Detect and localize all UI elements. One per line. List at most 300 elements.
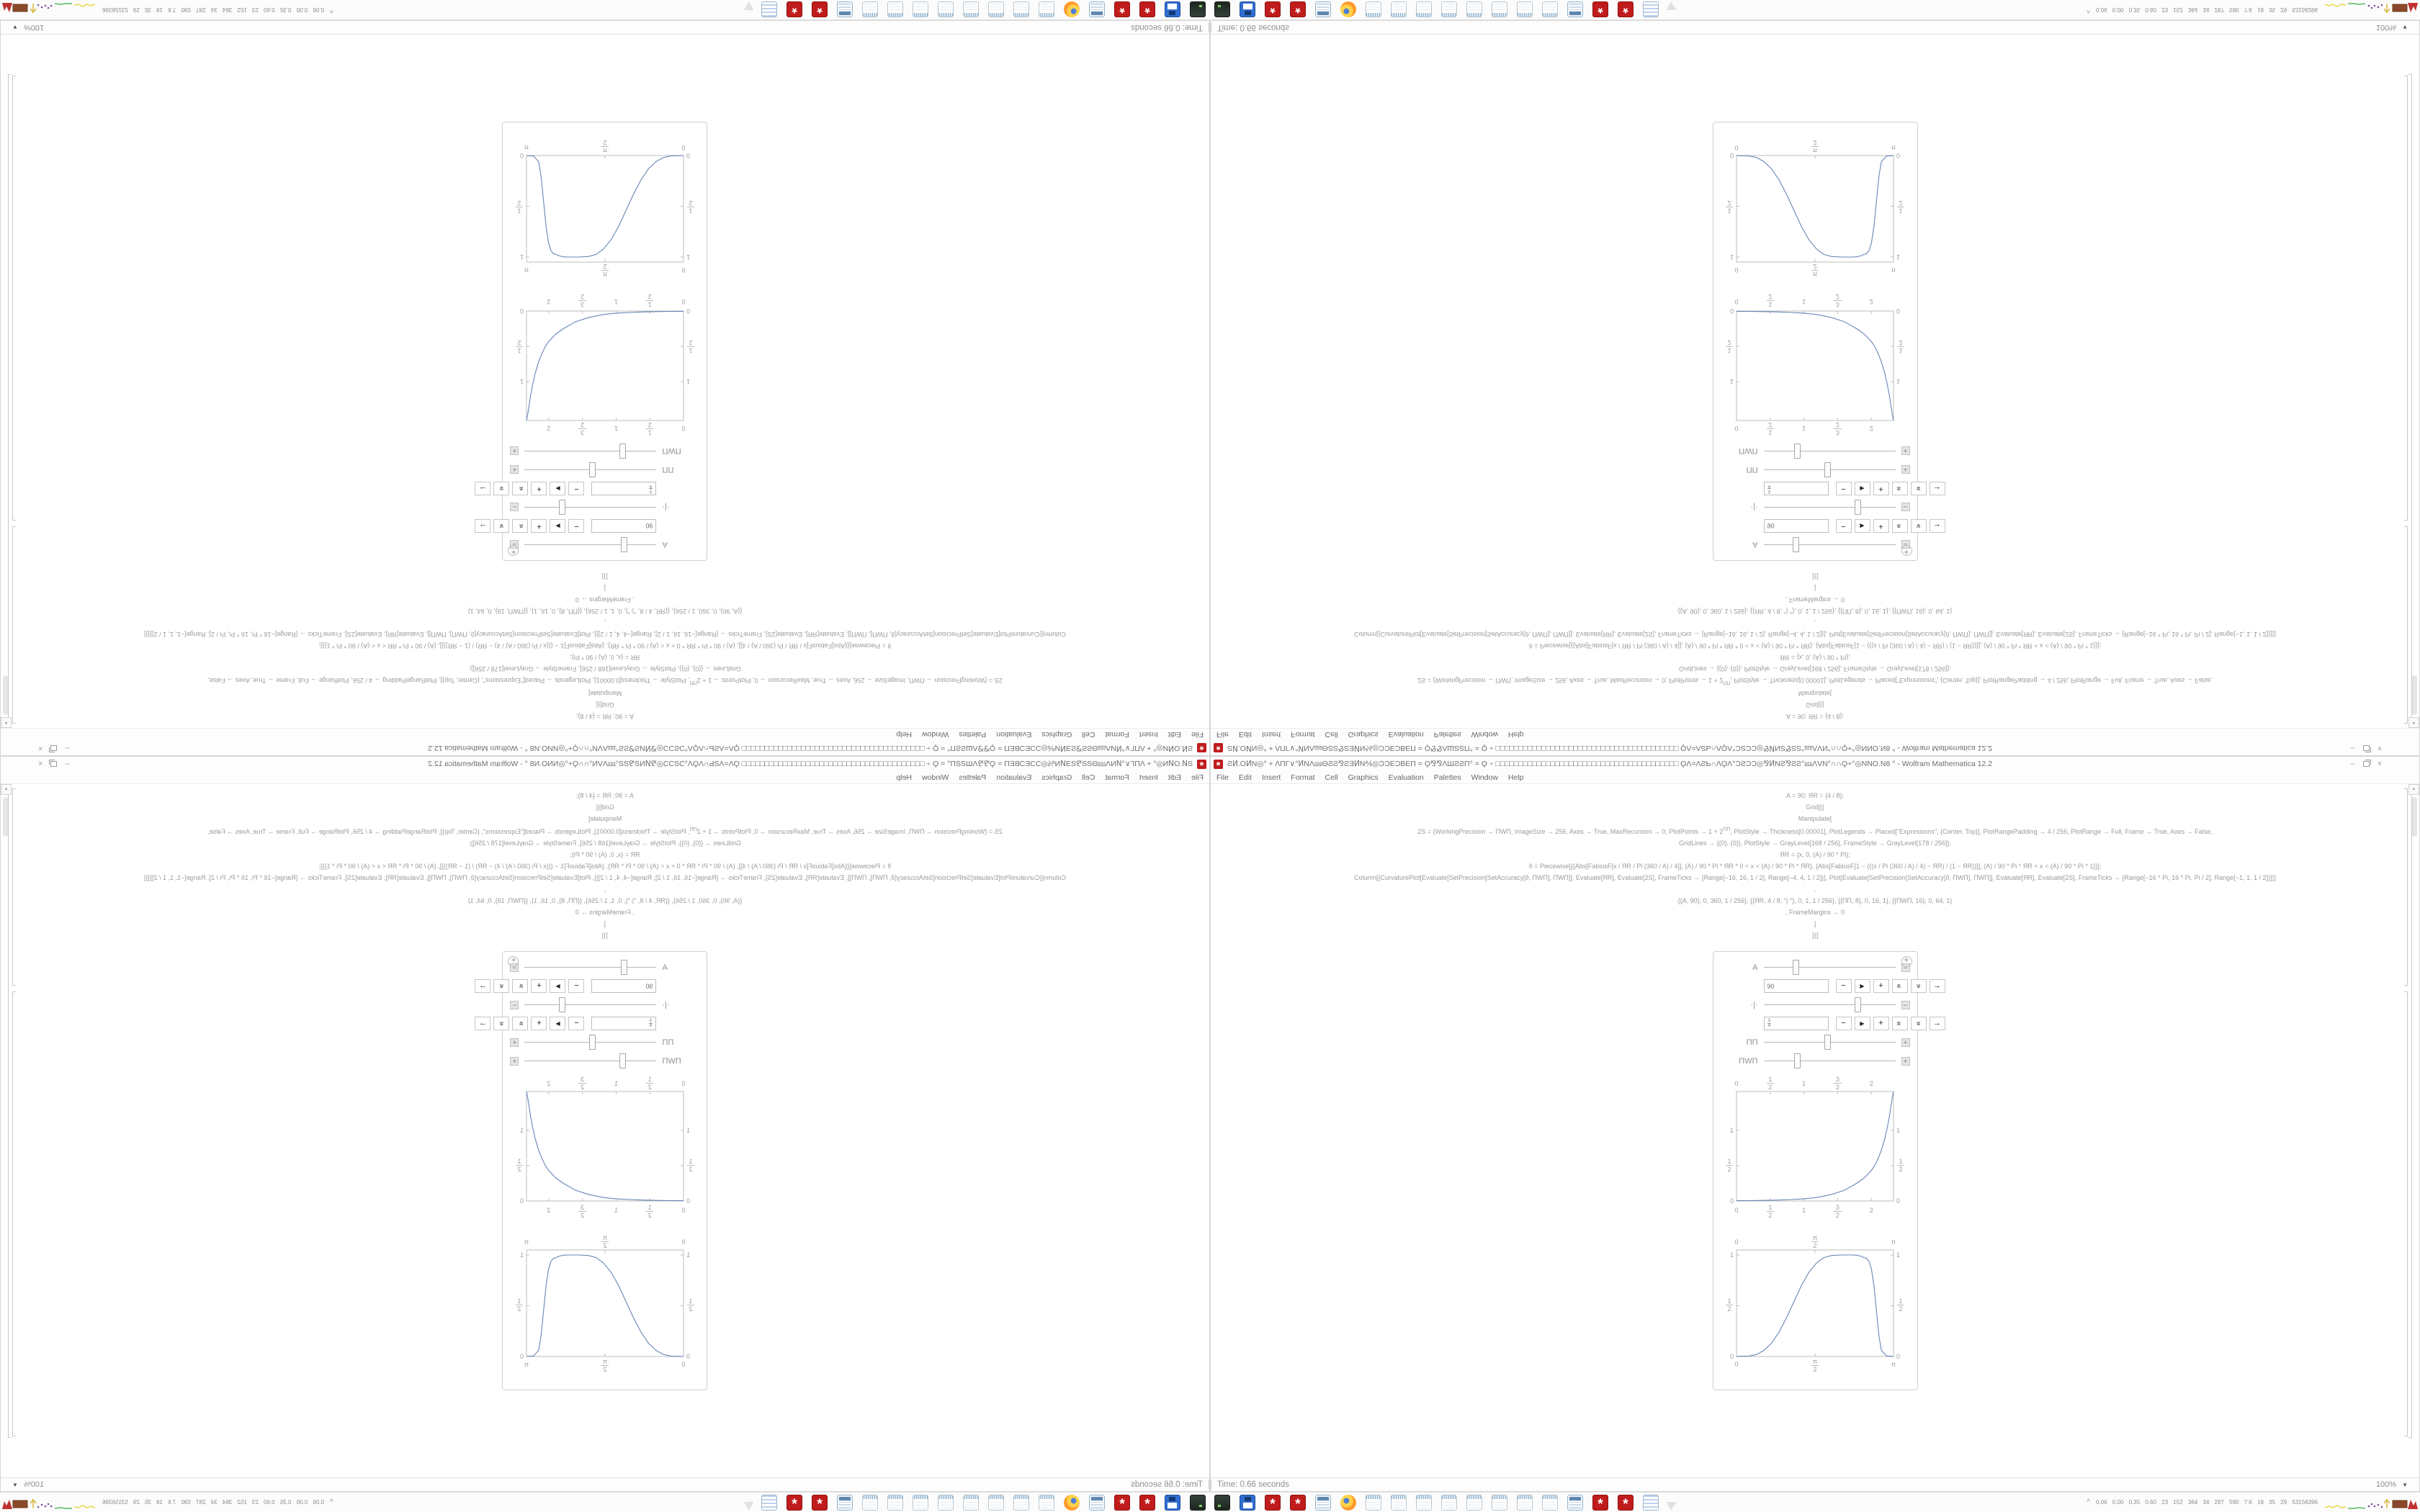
menu-graphics[interactable]: Graphics: [1041, 730, 1072, 739]
menu-insert[interactable]: Insert: [1262, 730, 1281, 739]
menu-window[interactable]: Window: [921, 773, 949, 782]
direction-button[interactable]: →: [475, 979, 491, 993]
striped-document-icon[interactable]: [1643, 1495, 1659, 1511]
firefox-icon[interactable]: [1064, 2, 1080, 18]
terminal-icon[interactable]: [1214, 2, 1230, 18]
calculator-icon[interactable]: [1567, 2, 1583, 18]
slider-thumb[interactable]: [1855, 500, 1861, 516]
striped-document-icon[interactable]: [1643, 2, 1659, 18]
slider-expand-toggle[interactable]: +: [511, 1057, 519, 1066]
vertical-scrollbar-thumb[interactable]: [3, 675, 8, 715]
play-button[interactable]: ▶: [1855, 979, 1870, 993]
menu-palettes[interactable]: Palettes: [1433, 773, 1461, 782]
mathematica-icon[interactable]: *: [812, 1495, 828, 1511]
menu-edit[interactable]: Edit: [1238, 773, 1252, 782]
mathematica-icon[interactable]: *: [786, 1495, 802, 1511]
magnification-dropdown-icon[interactable]: ▼: [2402, 1481, 2408, 1488]
floppy-save-icon[interactable]: [1165, 1495, 1180, 1511]
slower-button[interactable]: »: [494, 1017, 510, 1030]
hidden-icons-chevron[interactable]: ^: [2087, 1498, 2090, 1506]
svg-text:3: 3: [581, 301, 585, 308]
notepad-icon[interactable]: [1366, 1495, 1381, 1511]
notepad-icon[interactable]: [988, 1495, 1004, 1511]
play-button[interactable]: ▶: [550, 979, 566, 993]
svg-text:3: 3: [1835, 301, 1839, 308]
slider-pp[interactable]: [525, 462, 657, 478]
slider-pp[interactable]: [1764, 462, 1896, 478]
notepad-icon[interactable]: [862, 2, 878, 18]
slider-value-field[interactable]: [1764, 482, 1829, 495]
slider-track: [525, 967, 657, 968]
menu-graphics[interactable]: Graphics: [1348, 773, 1379, 782]
code-cell[interactable]: [1, 784, 1209, 940]
notepad-icon[interactable]: [938, 2, 954, 18]
faster-button[interactable]: »: [1892, 979, 1908, 993]
menu-file[interactable]: File: [1191, 773, 1204, 782]
striped-document-icon[interactable]: [761, 2, 777, 18]
notepad-icon[interactable]: [887, 2, 903, 18]
direction-button[interactable]: →: [1930, 979, 1945, 993]
slider-theta[interactable]: [1764, 537, 1896, 553]
cell-bracket[interactable]: [2404, 526, 2408, 724]
code-line: Column[{CurvaturePlot[Evaluate[SetPrecision[SetAccuracy[ϑ, ПWП], ПWП]], Evaluate[ЯR], Evaluate[2S], FrameTicks → {Range[−16, 16, 1 / 2], Range[−4, 4, 1 / 2]}], Plot[Evaluate[SetPrecision[SetAccuracy[ϑ, ПWП], ПWП]], Evaluate[ЯR], Evaluate[2S], FrameTicks → {Range[−16 * Pi, 16 * Pi, Pi / 2], Range[−1, 1, 1 / 2]}]}]: [144, 631, 1066, 638]
step-up-button[interactable]: +: [532, 482, 547, 495]
svg-text:1: 1: [1899, 1158, 1903, 1165]
mathematica-icon[interactable]: *: [1265, 2, 1281, 18]
title-bar[interactable]: [1211, 741, 2419, 755]
firefox-icon[interactable]: [1064, 1495, 1080, 1511]
slider-thumb[interactable]: [1793, 538, 1799, 553]
manipulate-options-icon[interactable]: +: [508, 956, 519, 967]
slower-button[interactable]: »: [1911, 1017, 1927, 1030]
slider-thumb[interactable]: [621, 538, 627, 553]
notepad-icon[interactable]: [1517, 2, 1533, 18]
direction-button[interactable]: →: [475, 519, 491, 533]
notepad-icon[interactable]: [963, 2, 979, 18]
play-button[interactable]: ▶: [1855, 1017, 1870, 1030]
play-button[interactable]: ▶: [550, 482, 566, 495]
code-line: Grid[{{: [596, 804, 614, 811]
mathematica-icon[interactable]: *: [1265, 1495, 1281, 1511]
slider-collapse-toggle[interactable]: −: [1901, 541, 1910, 549]
slider-wp[interactable]: [525, 1053, 657, 1069]
terminal-icon[interactable]: [1190, 2, 1206, 18]
menu-help[interactable]: Help: [1508, 773, 1524, 782]
mathematica-icon[interactable]: *: [1618, 2, 1634, 18]
svg-text:0: 0: [519, 307, 524, 315]
title-bar[interactable]: [1, 741, 1209, 755]
svg-text:2: 2: [1899, 1305, 1903, 1313]
hidden-icons-chevron[interactable]: ^: [330, 1498, 333, 1506]
notepad-icon[interactable]: [1517, 1495, 1533, 1511]
svg-text:2: 2: [1768, 1084, 1773, 1091]
vertical-scrollbar-thumb[interactable]: [2412, 675, 2417, 715]
mathematica-icon[interactable]: *: [812, 2, 828, 18]
magnification-dropdown-icon[interactable]: ▼: [2402, 24, 2408, 31]
step-up-button[interactable]: +: [532, 979, 547, 993]
slider-value-field[interactable]: [1764, 1017, 1829, 1030]
step-up-button[interactable]: +: [1873, 482, 1889, 495]
cell-bracket[interactable]: [12, 788, 16, 986]
play-button[interactable]: ▶: [1855, 482, 1870, 495]
menu-window[interactable]: Window: [1471, 773, 1499, 782]
slider-expand-toggle[interactable]: +: [1901, 1057, 1910, 1066]
notepad-icon[interactable]: [1441, 2, 1457, 18]
slider-thumb[interactable]: [559, 500, 565, 516]
notepad-icon[interactable]: [1542, 1495, 1558, 1511]
menu-format[interactable]: Format: [1291, 730, 1315, 739]
slider-theta[interactable]: [525, 960, 657, 976]
mathematica-icon[interactable]: *: [1114, 1495, 1130, 1511]
notepad-icon[interactable]: [1366, 2, 1381, 18]
ghost-arrow-icon[interactable]: [1666, 2, 1678, 15]
mathematica-icon[interactable]: *: [1618, 1495, 1634, 1511]
menu-format[interactable]: Format: [1105, 730, 1129, 739]
minimize-button[interactable]: –: [65, 744, 70, 753]
menu-format[interactable]: Format: [1291, 773, 1315, 782]
slider-thumb[interactable]: [559, 997, 565, 1012]
slider-wp[interactable]: [1764, 1053, 1896, 1069]
vertical-scrollbar-thumb[interactable]: [2412, 797, 2417, 837]
direction-button[interactable]: →: [1930, 519, 1945, 533]
svg-text:2: 2: [547, 1080, 551, 1087]
calculator-icon[interactable]: [1089, 2, 1105, 18]
menu-help[interactable]: Help: [896, 730, 912, 739]
direction-button[interactable]: →: [1930, 1017, 1945, 1030]
faster-button[interactable]: »: [513, 1017, 529, 1030]
terminal-icon[interactable]: [1214, 1495, 1230, 1511]
notepad-icon[interactable]: [938, 1495, 954, 1511]
step-down-button[interactable]: −: [569, 482, 585, 495]
code-line: , FrameMargins → 0: [575, 596, 635, 603]
notepad-icon[interactable]: [913, 1495, 928, 1511]
menu-palettes[interactable]: Palettes: [959, 773, 987, 782]
step-down-button[interactable]: −: [569, 979, 585, 993]
menu-cell[interactable]: Cell: [1082, 730, 1095, 739]
ghost-arrow-icon[interactable]: [741, 2, 753, 15]
notepad-icon[interactable]: [1391, 1495, 1407, 1511]
slider-expand-toggle[interactable]: +: [1901, 1038, 1910, 1047]
direction-button[interactable]: →: [475, 482, 491, 495]
slider-r[interactable]: [1764, 500, 1896, 516]
notepad-icon[interactable]: [1039, 1495, 1054, 1511]
step-up-button[interactable]: +: [1873, 519, 1889, 533]
faster-button[interactable]: »: [513, 979, 529, 993]
cell-bracket[interactable]: [2404, 76, 2408, 521]
slider-collapse-toggle[interactable]: −: [511, 963, 519, 972]
magnification-dropdown-icon[interactable]: ▼: [12, 1481, 18, 1488]
cell-group-bracket[interactable]: [8, 787, 12, 1438]
slider-thumb[interactable]: [1793, 960, 1799, 975]
notepad-icon[interactable]: [988, 2, 1004, 18]
close-button[interactable]: ×: [38, 759, 43, 768]
play-button[interactable]: ▶: [1855, 519, 1870, 533]
slider-expand-toggle[interactable]: +: [511, 466, 519, 474]
step-down-button[interactable]: −: [1836, 519, 1852, 533]
menu-format[interactable]: Format: [1105, 773, 1129, 782]
magnification-value[interactable]: 100%: [2375, 23, 2397, 32]
slower-button[interactable]: »: [1911, 519, 1927, 533]
code-cell[interactable]: [1, 572, 1209, 728]
title-bar[interactable]: [1211, 757, 2419, 771]
cell-bracket[interactable]: [2404, 788, 2408, 986]
menu-evaluation[interactable]: Evaluation: [1388, 730, 1424, 739]
step-up-button[interactable]: +: [1873, 979, 1889, 993]
magnification-value[interactable]: 100%: [2375, 1480, 2397, 1489]
notepad-icon[interactable]: [1013, 2, 1029, 18]
slider-value-field[interactable]: 90: [592, 979, 657, 993]
terminal-icon[interactable]: [1190, 1495, 1206, 1511]
slider-collapse-toggle[interactable]: −: [1901, 503, 1910, 512]
slider-thumb[interactable]: [589, 463, 596, 478]
step-down-button[interactable]: −: [569, 1017, 585, 1030]
restore-button[interactable]: [50, 761, 57, 767]
slider-collapse-toggle[interactable]: −: [511, 541, 519, 549]
mathematica-icon[interactable]: *: [1114, 2, 1130, 18]
step-down-button[interactable]: −: [1836, 1017, 1852, 1030]
scroll-up-button[interactable]: ▴: [2408, 784, 2419, 795]
code-line: 2S = {WorkingPrecision → ПWП, ImageSize → 256, Axes → True, MaxRecursion → 0, PlotPoints → $1 + 2^{ПП}$, PlotStyle → Thickness[0.00001], PlotLegends → Placed["Expressions", {Center, Top}], PlotRangePadding → 4 / 256, PlotRange → Full, Frame → True, Axes → False,: [1417, 827, 2213, 835]
fraction-value: 3 4: [649, 484, 653, 494]
direction-button[interactable]: →: [475, 1017, 491, 1030]
mathematica-icon[interactable]: *: [1592, 2, 1608, 18]
step-up-button[interactable]: +: [532, 519, 547, 533]
slider-pp[interactable]: [1764, 1035, 1896, 1050]
slider-expand-toggle[interactable]: +: [511, 447, 519, 456]
notepad-icon[interactable]: [1391, 2, 1407, 18]
menu-edit[interactable]: Edit: [1238, 730, 1252, 739]
notepad-icon[interactable]: [1466, 1495, 1482, 1511]
code-cell[interactable]: [1211, 572, 2419, 728]
slider-theta[interactable]: [1764, 960, 1896, 976]
step-up-button[interactable]: +: [1873, 1017, 1889, 1030]
firefox-icon[interactable]: [1340, 1495, 1356, 1511]
slider-collapse-toggle[interactable]: −: [1901, 1001, 1910, 1009]
slider-value-field[interactable]: 90: [1764, 979, 1829, 993]
slider-thumb[interactable]: [1855, 997, 1861, 1012]
floppy-save-icon[interactable]: [1165, 2, 1180, 18]
vertical-scrollbar-thumb[interactable]: [3, 797, 8, 837]
slower-button[interactable]: »: [494, 519, 510, 533]
slider-thumb[interactable]: [621, 960, 627, 975]
magnification-value[interactable]: 100%: [23, 1480, 45, 1489]
slider-value-field[interactable]: 90: [592, 519, 657, 533]
slower-button[interactable]: »: [494, 979, 510, 993]
calculator-icon[interactable]: [837, 2, 853, 18]
calculator-icon[interactable]: [1315, 2, 1331, 18]
notepad-icon[interactable]: [1492, 1495, 1507, 1511]
mathematica-icon[interactable]: *: [1592, 1495, 1608, 1511]
faster-button[interactable]: »: [1892, 519, 1908, 533]
firefox-icon[interactable]: [1340, 2, 1356, 18]
menu-palettes[interactable]: Palettes: [959, 730, 987, 739]
direction-button[interactable]: →: [1930, 482, 1945, 495]
floppy-save-icon[interactable]: [1240, 1495, 1255, 1511]
menu-window[interactable]: Window: [1471, 730, 1499, 739]
calculator-icon[interactable]: [1089, 1495, 1105, 1511]
restore-button[interactable]: [50, 745, 57, 751]
cell-bracket[interactable]: [12, 526, 16, 724]
mathematica-icon[interactable]: *: [1139, 1495, 1155, 1511]
slider-collapse-toggle[interactable]: −: [1901, 963, 1910, 972]
mathematica-window: [0, 756, 1210, 1492]
notepad-icon[interactable]: [963, 1495, 979, 1511]
menu-evaluation[interactable]: Evaluation: [996, 773, 1032, 782]
code-line: {{A, 90}, 0, 360, 1 / 256}, {{ЯR, 4 / 8, "|·"}, 0, 1, 1 / 256}, {{ПП, 8}, 0, 16, 1}, {{ПWП, 16}, 0, 64, 1}: [1677, 608, 1953, 615]
cell-group-bracket[interactable]: [2408, 74, 2412, 725]
slider-thumb[interactable]: [589, 1035, 596, 1050]
slider-r[interactable]: [525, 500, 657, 516]
calculator-icon[interactable]: [1567, 1495, 1583, 1511]
slider-thumb[interactable]: [1824, 463, 1831, 478]
slider-wp[interactable]: [525, 444, 657, 459]
faster-button[interactable]: »: [1892, 482, 1908, 495]
step-down-button[interactable]: −: [1836, 979, 1852, 993]
slider-track: [525, 507, 657, 508]
menu-file[interactable]: File: [1216, 773, 1229, 782]
slider-expand-toggle[interactable]: +: [511, 1038, 519, 1047]
close-button[interactable]: ×: [2377, 759, 2382, 768]
notebook-area: [1211, 34, 2419, 728]
menu-evaluation[interactable]: Evaluation: [996, 730, 1032, 739]
slower-button[interactable]: »: [494, 482, 510, 495]
slider-expand-toggle[interactable]: +: [1901, 466, 1910, 474]
slower-button[interactable]: »: [1911, 482, 1927, 495]
magnification-value[interactable]: 100%: [23, 23, 45, 32]
mathematica-icon[interactable]: *: [786, 2, 802, 18]
menu-file[interactable]: File: [1216, 730, 1229, 739]
scroll-up-button[interactable]: ▴: [1, 717, 12, 728]
slider-wp[interactable]: [1764, 444, 1896, 459]
notepad-icon[interactable]: [1039, 2, 1054, 18]
slider-theta[interactable]: [525, 537, 657, 553]
slower-button[interactable]: »: [1911, 979, 1927, 993]
scroll-up-button[interactable]: ▴: [1, 784, 12, 795]
minimize-button[interactable]: –: [65, 759, 70, 768]
slider-r[interactable]: [1764, 997, 1896, 1013]
mathematica-icon[interactable]: *: [1290, 2, 1306, 18]
cell-bracket[interactable]: [12, 991, 16, 1436]
manipulate-options-icon[interactable]: +: [508, 545, 519, 556]
scroll-up-button[interactable]: ▴: [2408, 717, 2419, 728]
restore-button[interactable]: [2363, 745, 2370, 751]
step-down-button[interactable]: −: [569, 519, 585, 533]
slider-value-field[interactable]: [592, 482, 657, 495]
slider-thumb[interactable]: [1794, 444, 1801, 459]
curvature-plot: [514, 1074, 696, 1230]
calculator-icon[interactable]: [837, 1495, 853, 1511]
notepad-icon[interactable]: [1013, 1495, 1029, 1511]
manipulate-options-icon[interactable]: +: [1901, 545, 1912, 556]
slider-value-field[interactable]: [592, 1017, 657, 1030]
menu-help[interactable]: Help: [896, 773, 912, 782]
slider-thumb[interactable]: [619, 444, 626, 459]
animator-buttons: [475, 519, 585, 533]
notepad-icon[interactable]: [1492, 2, 1507, 18]
calculator-icon[interactable]: [1315, 1495, 1331, 1511]
menu-edit[interactable]: Edit: [1168, 773, 1182, 782]
faster-button[interactable]: »: [513, 482, 529, 495]
notepad-icon[interactable]: [1416, 1495, 1432, 1511]
magnification-dropdown-icon[interactable]: ▼: [12, 24, 18, 31]
cell-bracket[interactable]: [12, 76, 16, 521]
notepad-icon[interactable]: [862, 1495, 878, 1511]
floppy-save-icon[interactable]: [1240, 2, 1255, 18]
ghost-arrow-icon[interactable]: [1666, 1498, 1678, 1511]
menu-window[interactable]: Window: [921, 730, 949, 739]
notepad-icon[interactable]: [1542, 2, 1558, 18]
notepad-icon[interactable]: [1441, 1495, 1457, 1511]
cell-bracket[interactable]: [2404, 991, 2408, 1436]
svg-text:π: π: [524, 1238, 529, 1246]
code-cell[interactable]: [1211, 784, 2419, 940]
slider-pp[interactable]: [525, 1035, 657, 1050]
cell-group-bracket[interactable]: [8, 74, 12, 725]
menu-insert[interactable]: Insert: [1139, 773, 1158, 782]
menu-cell[interactable]: Cell: [1082, 773, 1095, 782]
menu-insert[interactable]: Insert: [1139, 730, 1158, 739]
menu-evaluation[interactable]: Evaluation: [1388, 773, 1424, 782]
slider-value-field[interactable]: 90: [1764, 519, 1829, 533]
menu-edit[interactable]: Edit: [1168, 730, 1182, 739]
play-button[interactable]: ▶: [550, 1017, 566, 1030]
close-button[interactable]: ×: [2377, 744, 2382, 753]
code-line: }}]: [1811, 573, 1819, 580]
mathematica-icon[interactable]: *: [1290, 1495, 1306, 1511]
step-up-button[interactable]: +: [532, 1017, 547, 1030]
minimize-button[interactable]: –: [2350, 744, 2355, 753]
faster-button[interactable]: »: [1892, 1017, 1908, 1030]
menu-graphics[interactable]: Graphics: [1348, 730, 1379, 739]
menu-cell[interactable]: Cell: [1325, 773, 1338, 782]
hidden-icons-chevron[interactable]: ^: [2087, 6, 2090, 14]
hidden-icons-chevron[interactable]: ^: [330, 6, 333, 14]
manipulate-options-icon[interactable]: +: [1901, 956, 1912, 967]
menu-help[interactable]: Help: [1508, 730, 1524, 739]
system-tray: [0, 1, 333, 19]
notepad-icon[interactable]: [887, 1495, 903, 1511]
slider-collapse-toggle[interactable]: −: [511, 503, 519, 512]
faster-button[interactable]: »: [513, 519, 529, 533]
menu-insert[interactable]: Insert: [1262, 773, 1281, 782]
minimize-button[interactable]: –: [2350, 759, 2355, 768]
notepad-icon[interactable]: [913, 2, 928, 18]
slider-thumb[interactable]: [619, 1053, 626, 1068]
striped-document-icon[interactable]: [761, 1495, 777, 1511]
slider-r[interactable]: [525, 997, 657, 1013]
step-down-button[interactable]: −: [1836, 482, 1852, 495]
restore-button[interactable]: [2363, 761, 2370, 767]
cell-group-bracket[interactable]: [2408, 787, 2412, 1438]
ghost-arrow-icon[interactable]: [741, 1498, 753, 1511]
slider-thumb[interactable]: [1824, 1035, 1831, 1050]
title-bar[interactable]: [1, 757, 1209, 771]
close-button[interactable]: ×: [38, 744, 43, 753]
menu-file[interactable]: File: [1191, 730, 1204, 739]
animator-buttons: [1836, 979, 1945, 993]
notepad-icon[interactable]: [1466, 2, 1482, 18]
slider-thumb[interactable]: [1794, 1053, 1801, 1068]
menu-cell[interactable]: Cell: [1325, 730, 1338, 739]
slider-expand-toggle[interactable]: +: [1901, 447, 1910, 456]
slider-label: ·|·: [662, 503, 670, 512]
slider-collapse-toggle[interactable]: −: [511, 1001, 519, 1009]
mathematica-icon[interactable]: *: [1139, 2, 1155, 18]
notepad-icon[interactable]: [1416, 2, 1432, 18]
menu-palettes[interactable]: Palettes: [1433, 730, 1461, 739]
play-button[interactable]: ▶: [550, 519, 566, 533]
menu-graphics[interactable]: Graphics: [1041, 773, 1072, 782]
